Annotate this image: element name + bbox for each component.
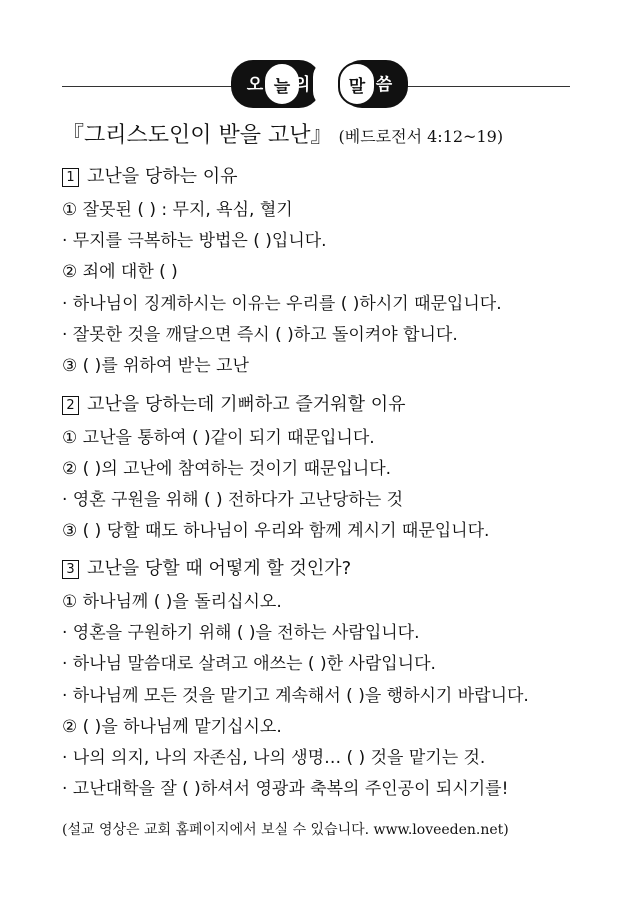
outline-line: ① 잘못된 ( ) : 무지, 욕심, 혈기 bbox=[62, 200, 293, 220]
header-char: 말 bbox=[348, 76, 366, 97]
scripture-reference: (베드로전서 4:12~19) bbox=[338, 127, 504, 146]
title-main: 『그리스도인이 받을 고난』 bbox=[62, 123, 333, 148]
header-char: 오 bbox=[246, 74, 264, 95]
header-char: 늘 bbox=[273, 76, 291, 97]
header-char: 의 bbox=[293, 74, 311, 95]
outline-line: · 영혼을 구원하기 위해 ( )을 전하는 사람입니다. bbox=[62, 623, 420, 643]
outline-line: ③ ( )를 위하여 받는 고난 bbox=[62, 356, 249, 376]
outline-line: · 나의 의지, 나의 자존심, 나의 생명… ( ) 것을 맡기는 것. bbox=[62, 748, 486, 768]
section-number-box: 3 bbox=[62, 560, 79, 579]
outline-line: ② 죄에 대한 ( ) bbox=[62, 262, 178, 282]
outline-line: · 하나님이 징계하시는 이유는 우리를 ( )하시기 때문입니다. bbox=[62, 294, 502, 314]
outline-line: · 고난대학을 잘 ( )하셔서 영광과 축복의 주인공이 되시기를! bbox=[62, 779, 509, 799]
outline-line: ① 고난을 통하여 ( )같이 되기 때문입니다. bbox=[62, 428, 375, 448]
outline-line: · 무지를 극복하는 방법은 ( )입니다. bbox=[62, 231, 327, 251]
outline-line: · 하나님께 모든 것을 맡기고 계속해서 ( )을 행하시기 바랍니다. bbox=[62, 686, 529, 706]
header-char: 씀 bbox=[375, 74, 393, 95]
section-number-box: 1 bbox=[62, 168, 79, 187]
section-heading-3: 3 고난을 당할 때 어떻게 할 것인가? bbox=[62, 557, 351, 581]
section-heading-1: 1 고난을 당하는 이유 bbox=[62, 165, 238, 189]
outline-line: · 하나님 말씀대로 살려고 애쓰는 ( )한 사람입니다. bbox=[62, 654, 436, 674]
footer-note: (설교 영상은 교회 홈페이지에서 보실 수 있습니다. www.loveeden.net) bbox=[62, 822, 509, 838]
sermon-title bbox=[62, 124, 503, 149]
outline-line: · 영혼 구원을 위해 ( ) 전하다가 고난당하는 것 bbox=[62, 490, 404, 510]
outline-line: ③ ( ) 당할 때도 하나님이 우리와 함께 계시기 때문입니다. bbox=[62, 521, 490, 541]
outline-line: ② ( )을 하나님께 맡기십시오. bbox=[62, 717, 282, 737]
outline-line: ① 하나님께 ( )을 돌리십시오. bbox=[62, 592, 282, 612]
header-banner bbox=[0, 0, 636, 120]
outline-line: · 잘못한 것을 깨달으면 즉시 ( )하고 돌이켜야 합니다. bbox=[62, 325, 458, 345]
section-heading-2: 2 고난을 당하는데 기뻐하고 즐거워할 이유 bbox=[62, 393, 405, 417]
section-number-box: 2 bbox=[62, 396, 79, 415]
outline-line: ② ( )의 고난에 참여하는 것이기 때문입니다. bbox=[62, 459, 392, 479]
